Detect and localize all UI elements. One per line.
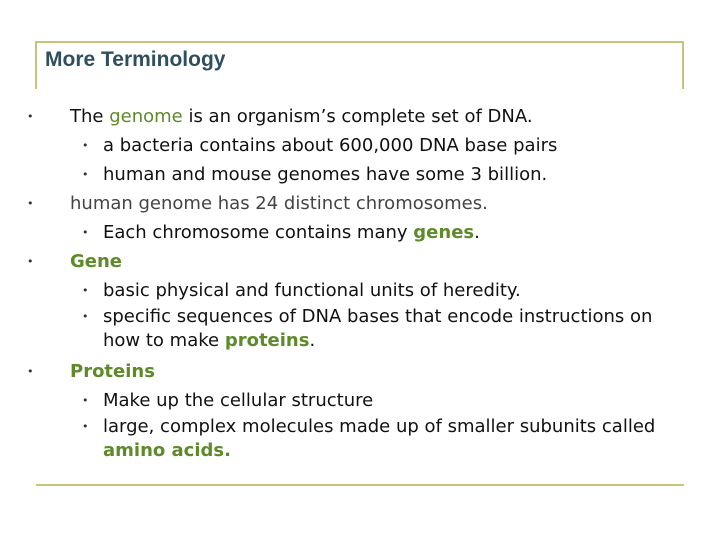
bullet-dot-icon: • — [82, 310, 89, 323]
term-genome: genome — [109, 106, 183, 127]
bullet-text: is an organism’s complete set of DNA. — [182, 106, 533, 127]
term-amino-acids: amino acids. — [103, 440, 231, 461]
bullet-text: human genome has 24 distinct chromosomes. — [70, 193, 488, 214]
term-proteins-heading: Proteins — [70, 361, 155, 382]
bullet-dot-icon: • — [82, 420, 89, 433]
bullet-gene — [0, 247, 720, 276]
slide-frame-top — [36, 41, 684, 43]
bullet-text: human and mouse genomes have some 3 billion. — [103, 164, 548, 185]
bullet-dot-icon: • — [82, 394, 89, 407]
sub-bullet-amino-acids — [0, 415, 683, 463]
bullet-text: large, complex molecules made up of smaller subunits called — [103, 416, 656, 437]
bullet-text: The — [70, 106, 110, 127]
sub-bullet-dna-sequences — [0, 305, 683, 353]
term-genes: genes — [413, 222, 475, 243]
bullet-chromosomes — [0, 189, 720, 218]
bullet-list — [0, 102, 720, 467]
sub-bullet-human-mouse — [0, 160, 720, 189]
bullet-proteins — [0, 357, 720, 386]
bullet-dot-icon: • — [82, 284, 89, 297]
bullet-dot-icon: • — [27, 255, 34, 268]
bullet-genome — [0, 102, 720, 131]
bullet-dot-icon: • — [82, 139, 89, 152]
bullet-text: . — [309, 330, 316, 351]
bullet-text: . — [474, 222, 480, 243]
bullet-dot-icon: • — [27, 197, 34, 210]
bullet-text: basic physical and functional units of heredity. — [103, 280, 521, 301]
bullet-text: a bacteria contains about 600,000 DNA base pairs — [103, 135, 558, 156]
bullet-dot-icon: • — [82, 168, 89, 181]
sub-bullet-heredity — [0, 276, 720, 305]
sub-bullet-cellular-structure — [0, 386, 720, 415]
slide-frame-left — [35, 41, 37, 89]
slide-frame-right — [682, 41, 684, 89]
slide-frame-bottom — [36, 484, 684, 486]
term-proteins: proteins — [224, 330, 310, 351]
bullet-text: specific sequences of DNA bases that encode instructions on how to make — [103, 306, 653, 351]
sub-bullet-genes — [0, 218, 720, 247]
slide-title: More Terminology — [45, 48, 226, 71]
bullet-text: Make up the cellular structure — [103, 390, 374, 411]
bullet-dot-icon: • — [82, 226, 89, 239]
bullet-text: Each chromosome contains many — [103, 222, 414, 243]
sub-bullet-bacteria — [0, 131, 720, 160]
bullet-dot-icon: • — [27, 365, 34, 378]
bullet-dot-icon: • — [27, 110, 34, 123]
term-gene: Gene — [70, 251, 123, 272]
